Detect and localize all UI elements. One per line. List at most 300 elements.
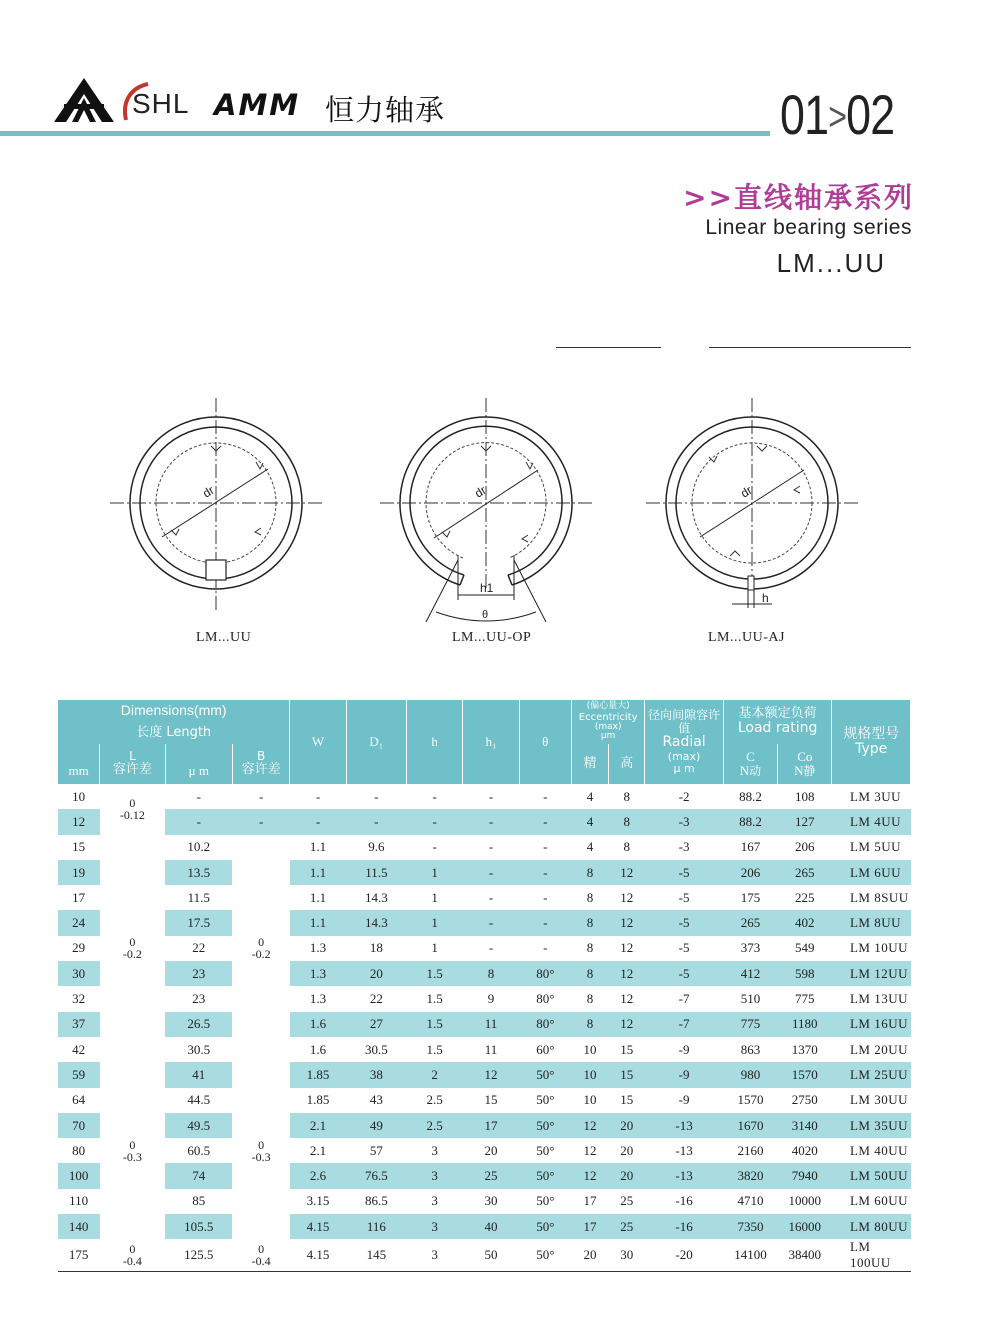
- tol-upper: 0: [258, 1242, 265, 1257]
- cell-type: LM 3UU: [849, 788, 901, 804]
- cell-p: 10: [583, 1092, 597, 1108]
- cell-l-tolerance: [100, 784, 165, 835]
- series-title-cn: >>直线轴承系列: [683, 181, 914, 214]
- cell-C: 980: [723, 1062, 777, 1087]
- cell-hi: 15: [620, 1092, 634, 1108]
- cell-um: 22: [192, 940, 206, 956]
- cell-p: 8: [586, 991, 594, 1007]
- c-label: C: [746, 748, 755, 764]
- cell-hi: 8: [623, 839, 630, 855]
- cell-W: 1.1: [290, 860, 346, 885]
- cell-hi: 20: [609, 1113, 645, 1138]
- cell-Co: 108: [795, 788, 815, 804]
- ecc-en: Eccentricity: [578, 711, 638, 723]
- diagram-label-lm-uu-op: LM...UU-OP: [452, 630, 532, 645]
- dr-label: dr: [738, 483, 755, 501]
- cell-h: -: [432, 839, 437, 855]
- cell-mm: 64: [72, 1092, 86, 1108]
- cell-h: 1.5: [407, 1012, 463, 1037]
- page-separator: >: [828, 95, 847, 139]
- cell-C: 510: [740, 991, 761, 1007]
- cell-theta: 50°: [519, 1214, 571, 1239]
- cell-mm: 100: [58, 1163, 100, 1188]
- cell-um: -: [165, 809, 232, 834]
- cell-hi: 25: [609, 1214, 645, 1239]
- dr-label: dr: [472, 483, 489, 501]
- tol-lower: -0.2: [251, 947, 271, 962]
- cell-Co: 1180: [778, 1012, 832, 1037]
- cell-type: LM 35UU: [832, 1113, 911, 1138]
- cell-h1: 12: [463, 1062, 519, 1087]
- page-number: [780, 82, 894, 147]
- cell-hi: 12: [609, 910, 645, 935]
- cell-C: 412: [723, 961, 777, 986]
- cell-p: 8: [571, 1012, 608, 1037]
- cell-h1: 40: [463, 1214, 519, 1239]
- c-cn: 动: [749, 764, 762, 778]
- cell-b-tolerance: [232, 835, 289, 1063]
- cell-Co: 775: [795, 991, 815, 1007]
- table-row: [58, 961, 911, 986]
- cell-mm: 12: [58, 809, 100, 834]
- brand-chinese-name: 恒力轴承: [325, 93, 446, 127]
- load-header: [723, 700, 832, 744]
- cell-W: 3.15: [306, 1193, 330, 1209]
- cell-um: 44.5: [187, 1092, 211, 1108]
- cell-theta: -: [519, 860, 571, 885]
- cell-mm: 29: [72, 940, 86, 956]
- cell-radial: -5: [645, 860, 723, 885]
- cell-C: 265: [723, 910, 777, 935]
- cell-h1: -: [488, 889, 494, 905]
- l-tol-label: 容许差: [112, 762, 152, 778]
- mm-label: mm: [68, 762, 89, 778]
- co-label: Co: [797, 748, 813, 764]
- cell-Co: 3140: [778, 1113, 832, 1138]
- cell-mm: 140: [58, 1214, 100, 1239]
- cell-um: 13.5: [165, 860, 232, 885]
- cell-mm: 59: [58, 1062, 100, 1087]
- cell-um: 41: [165, 1062, 232, 1087]
- cell-p: 8: [571, 961, 608, 986]
- type-header: [832, 700, 911, 784]
- cell-radial: -9: [678, 1092, 690, 1108]
- cell-um: 74: [165, 1163, 232, 1188]
- cell-p: 17: [583, 1193, 597, 1209]
- cell-D1: 116: [346, 1214, 406, 1239]
- cell-h1: 17: [463, 1113, 519, 1138]
- cell-D1: 49: [346, 1113, 406, 1138]
- cell-h1: 30: [484, 1193, 498, 1209]
- cell-C: 4710: [737, 1193, 764, 1209]
- co-cn: 静: [803, 764, 816, 778]
- cell-Co: 7940: [778, 1163, 832, 1188]
- radial-header: [645, 700, 723, 784]
- cell-h: 1: [407, 860, 463, 885]
- cell-mm: 17: [72, 889, 86, 905]
- cell-p: 17: [571, 1214, 608, 1239]
- cell-mm: 32: [72, 991, 86, 1007]
- h-header: h: [407, 700, 463, 784]
- cell-W: 2.1: [290, 1113, 346, 1138]
- cell-p: 4: [586, 839, 594, 855]
- cell-type: LM 13UU: [849, 991, 908, 1007]
- cell-Co: 402: [778, 910, 832, 935]
- cell-p: 8: [571, 910, 608, 935]
- diagram-lm-uu-aj: [632, 390, 872, 630]
- cell-hi: 20: [620, 1142, 634, 1158]
- cell-theta: 50°: [519, 1113, 571, 1138]
- b-tol-label: 容许差: [241, 762, 281, 778]
- ecc-precise-header: 精: [571, 744, 608, 784]
- cell-hi: 12: [620, 991, 634, 1007]
- cell-D1: 18: [369, 940, 383, 956]
- co-header: [778, 744, 832, 784]
- cell-h: 1: [431, 889, 438, 905]
- cell-D1: 43: [369, 1092, 383, 1108]
- cell-Co: 2750: [791, 1092, 818, 1108]
- cell-C: 206: [723, 860, 777, 885]
- cell-mm: 42: [72, 1041, 86, 1057]
- divider-short: [556, 347, 661, 348]
- cell-h1: -: [463, 809, 519, 834]
- cell-h: 3: [431, 1193, 438, 1209]
- cell-Co: 1370: [791, 1041, 818, 1057]
- cell-Co: 549: [795, 940, 815, 956]
- cell-h1: -: [488, 788, 494, 804]
- dr-label: dr: [200, 483, 217, 501]
- cell-C: 2160: [737, 1142, 764, 1158]
- tol-upper: 0: [129, 1137, 136, 1152]
- cell-hi: 15: [609, 1062, 645, 1087]
- cell-h1: 50: [463, 1239, 519, 1272]
- theta-header: θ: [519, 700, 571, 784]
- table-row: [58, 809, 911, 834]
- cell-um: 10.2: [187, 839, 211, 855]
- cell-hi: 12: [620, 940, 634, 956]
- table-row: [58, 835, 911, 860]
- cell-Co: 206: [795, 839, 815, 855]
- cell-type: LM 60UU: [849, 1193, 908, 1209]
- cell-p: 12: [571, 1113, 608, 1138]
- cell-theta: 80°: [519, 1012, 571, 1037]
- cell-C: 167: [740, 839, 761, 855]
- cell-h1: 25: [463, 1163, 519, 1188]
- cell-W: 2.1: [309, 1142, 327, 1158]
- table-row: [58, 1138, 911, 1163]
- cell-mm: 30: [58, 961, 100, 986]
- cell-mm: 175: [58, 1239, 100, 1272]
- cell-C: 1570: [737, 1092, 764, 1108]
- cell-hi: 8: [623, 788, 630, 804]
- cell-l-tolerance: [100, 1062, 165, 1239]
- type-en: Type: [855, 741, 888, 757]
- ecc-high-header: 高: [609, 744, 645, 784]
- cell-D1: 20: [346, 961, 406, 986]
- series-title-en: Linear bearing series: [705, 216, 912, 239]
- cell-type: LM 30UU: [849, 1092, 908, 1108]
- cell-D1: 86.5: [364, 1193, 388, 1209]
- cell-radial: -5: [678, 940, 690, 956]
- table-row: [58, 784, 911, 809]
- cell-radial: -13: [645, 1163, 723, 1188]
- tol-upper: 0: [258, 935, 265, 950]
- radial-um: μ m: [673, 761, 695, 775]
- cell-Co: 1570: [778, 1062, 832, 1087]
- cell-p: 12: [583, 1142, 597, 1158]
- cell-D1: 9.6: [368, 839, 385, 855]
- page-current: 01: [780, 83, 829, 146]
- cell-W: 1.85: [290, 1062, 346, 1087]
- cell-p: 4: [571, 809, 608, 834]
- radial-cn: 径向间隙容许值: [648, 708, 721, 736]
- cell-Co: 598: [778, 961, 832, 986]
- cell-mm: 19: [58, 860, 100, 885]
- length-header: 长度 Length: [58, 722, 290, 744]
- cell-Co: 16000: [778, 1214, 832, 1239]
- cell-C: 7350: [723, 1214, 777, 1239]
- table-row: [58, 910, 911, 935]
- cell-theta: -: [543, 889, 548, 905]
- cell-radial: -3: [645, 809, 723, 834]
- cell-b-tolerance: [232, 1239, 289, 1272]
- diagram-label-lm-uu-aj: LM...UU-AJ: [708, 630, 785, 645]
- cell-p: 10: [583, 1041, 597, 1057]
- cell-theta: 50°: [519, 1239, 571, 1272]
- cell-mm: 37: [58, 1012, 100, 1037]
- cell-hi: 12: [620, 889, 634, 905]
- cell-p: 8: [571, 860, 608, 885]
- cell-W: 1.3: [309, 991, 327, 1007]
- cell-Co: 127: [778, 809, 832, 834]
- cell-h1: 8: [463, 961, 519, 986]
- cell-um: 105.5: [165, 1214, 232, 1239]
- cell-radial: -5: [645, 961, 723, 986]
- c-header: [723, 744, 777, 784]
- cell-radial: -9: [645, 1062, 723, 1087]
- cell-hi: 12: [609, 860, 645, 885]
- brand-shl: SHL: [132, 88, 190, 119]
- co-unit: N: [794, 763, 804, 778]
- cell-type: LM 12UU: [832, 961, 911, 986]
- cell-um: 85: [192, 1193, 206, 1209]
- cell-l-tolerance: [100, 835, 165, 1063]
- cell-h1: 15: [484, 1092, 498, 1108]
- cell-h1: -: [488, 839, 494, 855]
- cell-radial: -2: [678, 788, 690, 804]
- cell-hi: 12: [609, 961, 645, 986]
- cell-theta: 50°: [519, 1062, 571, 1087]
- cell-D1: 38: [346, 1062, 406, 1087]
- cell-Co: 225: [795, 889, 815, 905]
- cell-type: LM 40UU: [849, 1142, 908, 1158]
- cell-D1: -: [346, 809, 406, 834]
- cell-h: 1.5: [426, 1041, 443, 1057]
- cell-h: 3: [431, 1142, 438, 1158]
- cell-C: 14100: [723, 1239, 777, 1272]
- l-tol-header: [100, 744, 165, 784]
- table-row: [58, 1214, 911, 1239]
- cell-hi: 20: [609, 1163, 645, 1188]
- spec-table-body: [58, 784, 911, 1272]
- cell-D1: 76.5: [346, 1163, 406, 1188]
- cell-type: LM 8SUU: [849, 889, 909, 905]
- cell-W: 1.6: [309, 1041, 327, 1057]
- w-header: W: [290, 700, 346, 784]
- cell-W: 4.15: [290, 1239, 346, 1272]
- cell-D1: 57: [369, 1142, 383, 1158]
- cell-mm: 80: [72, 1142, 86, 1158]
- cell-W: 1.3: [290, 961, 346, 986]
- b-tol-header: [232, 744, 289, 784]
- eccentricity-header: [571, 700, 644, 744]
- dimensions-header: Dimensions(mm): [58, 700, 290, 722]
- cell-Co: 4020: [791, 1142, 818, 1158]
- cell-type: LM 100UU: [832, 1239, 911, 1272]
- radial-en: Radial: [662, 734, 706, 751]
- cell-theta: -: [519, 910, 571, 935]
- table-row: [58, 1239, 911, 1272]
- cell-p: 20: [571, 1239, 608, 1272]
- cell-mm: 24: [58, 910, 100, 935]
- cell-hi: 8: [609, 809, 645, 834]
- c-unit: N: [739, 763, 750, 778]
- cell-Co: 38400: [778, 1239, 832, 1272]
- type-cn: 规格型号: [843, 725, 900, 742]
- cell-um: 125.5: [165, 1239, 232, 1272]
- cell-D1: 14.3: [346, 910, 406, 935]
- cell-mm: 70: [58, 1113, 100, 1138]
- cell-D1: 22: [369, 991, 383, 1007]
- table-row: [58, 1088, 911, 1113]
- cell-W: 4.15: [290, 1214, 346, 1239]
- cell-h1: 11: [484, 1041, 498, 1057]
- cell-h: -: [407, 809, 463, 834]
- cell-b_tol: -: [259, 788, 264, 804]
- cell-h1: 9: [487, 991, 495, 1007]
- tol-upper: 0: [129, 796, 136, 811]
- cell-C: 1670: [723, 1113, 777, 1138]
- cell-h: 2: [407, 1062, 463, 1087]
- table-row: [58, 1163, 911, 1188]
- tol-lower: -0.4: [251, 1254, 271, 1269]
- tol-lower: -0.3: [251, 1149, 271, 1164]
- ecc-um: μm: [600, 731, 616, 742]
- cell-theta: 80°: [519, 961, 571, 986]
- cell-C: 88.2: [723, 809, 777, 834]
- cell-h1: 20: [484, 1142, 498, 1158]
- cell-type: LM 6UU: [832, 860, 911, 885]
- cell-h: 1.5: [407, 961, 463, 986]
- cell-W: 1.3: [309, 940, 327, 956]
- cell-h: -: [432, 788, 437, 804]
- page-next: 02: [846, 83, 895, 146]
- cell-radial: -3: [678, 839, 690, 855]
- cell-h: 3: [407, 1214, 463, 1239]
- h1-label: h1: [480, 581, 494, 595]
- load-cn: 基本额定负荷: [738, 706, 817, 722]
- cell-um: 30.5: [187, 1041, 211, 1057]
- cell-W: 2.6: [290, 1163, 346, 1188]
- table-row: [58, 1037, 911, 1062]
- mm-header: [58, 744, 100, 784]
- cell-um: -: [196, 788, 201, 804]
- cell-W: -: [290, 809, 346, 834]
- table-row: [58, 1062, 911, 1087]
- cell-h: 3: [407, 1239, 463, 1272]
- tol-lower: -0.3: [122, 1149, 142, 1164]
- cell-h1: 11: [463, 1012, 519, 1037]
- cell-radial: -13: [675, 1142, 693, 1158]
- cell-C: 3820: [723, 1163, 777, 1188]
- cell-h: 2.5: [407, 1113, 463, 1138]
- tol-lower: -0.12: [119, 808, 145, 823]
- tol-upper: 0: [258, 1137, 265, 1152]
- cell-theta: -: [543, 788, 548, 804]
- theta-label: θ: [482, 609, 489, 621]
- table-row: [58, 1012, 911, 1037]
- cell-mm: 15: [72, 839, 86, 855]
- cell-theta: -: [543, 940, 548, 956]
- cell-theta: -: [543, 839, 548, 855]
- cell-h: 1: [431, 940, 438, 956]
- diagram-lm-uu-op: [366, 390, 606, 630]
- ecc-max: (max): [594, 721, 622, 732]
- cell-p: 8: [586, 889, 594, 905]
- cell-l-tolerance: [100, 1239, 165, 1272]
- cell-radial: -16: [645, 1214, 723, 1239]
- cell-type: LM 25UU: [832, 1062, 911, 1087]
- cell-W: 1.1: [309, 889, 327, 905]
- cell-D1: 30.5: [364, 1041, 388, 1057]
- cell-p: 12: [571, 1163, 608, 1188]
- um-label: μ m: [188, 762, 209, 778]
- um-header: [165, 744, 232, 784]
- cell-type: LM 10UU: [849, 940, 908, 956]
- cell-C: 175: [740, 889, 761, 905]
- cell-um: 17.5: [165, 910, 232, 935]
- cell-radial: -16: [675, 1193, 693, 1209]
- cell-D1: -: [374, 788, 379, 804]
- table-row: [58, 1113, 911, 1138]
- cell-h1: -: [488, 940, 494, 956]
- table-row: [58, 860, 911, 885]
- table-row: [58, 986, 911, 1011]
- cell-radial: -7: [678, 991, 690, 1007]
- cell-W: 1.6: [290, 1012, 346, 1037]
- radial-max: (max): [667, 749, 701, 763]
- cell-um: 11.5: [187, 889, 210, 905]
- cell-Co: 10000: [788, 1193, 822, 1209]
- load-en: Load rating: [737, 720, 818, 737]
- cell-theta: 50°: [519, 1163, 571, 1188]
- cell-h: 1.5: [426, 991, 443, 1007]
- h-label: h: [762, 591, 769, 605]
- bearing-diagrams: [0, 380, 1000, 660]
- tol-upper: 0: [129, 1242, 136, 1257]
- cell-type: LM 80UU: [832, 1214, 911, 1239]
- cell-C: 88.2: [739, 788, 762, 804]
- cell-mm: 110: [69, 1193, 89, 1209]
- tol-upper: 0: [129, 935, 136, 950]
- cell-W: -: [315, 788, 321, 804]
- cell-type: LM 4UU: [832, 809, 911, 834]
- header-rule: [0, 131, 770, 136]
- diagram-lm-uu: [96, 390, 336, 620]
- h1-header: h₁: [463, 700, 519, 784]
- spec-table: [57, 700, 911, 1272]
- cell-hi: 30: [609, 1239, 645, 1272]
